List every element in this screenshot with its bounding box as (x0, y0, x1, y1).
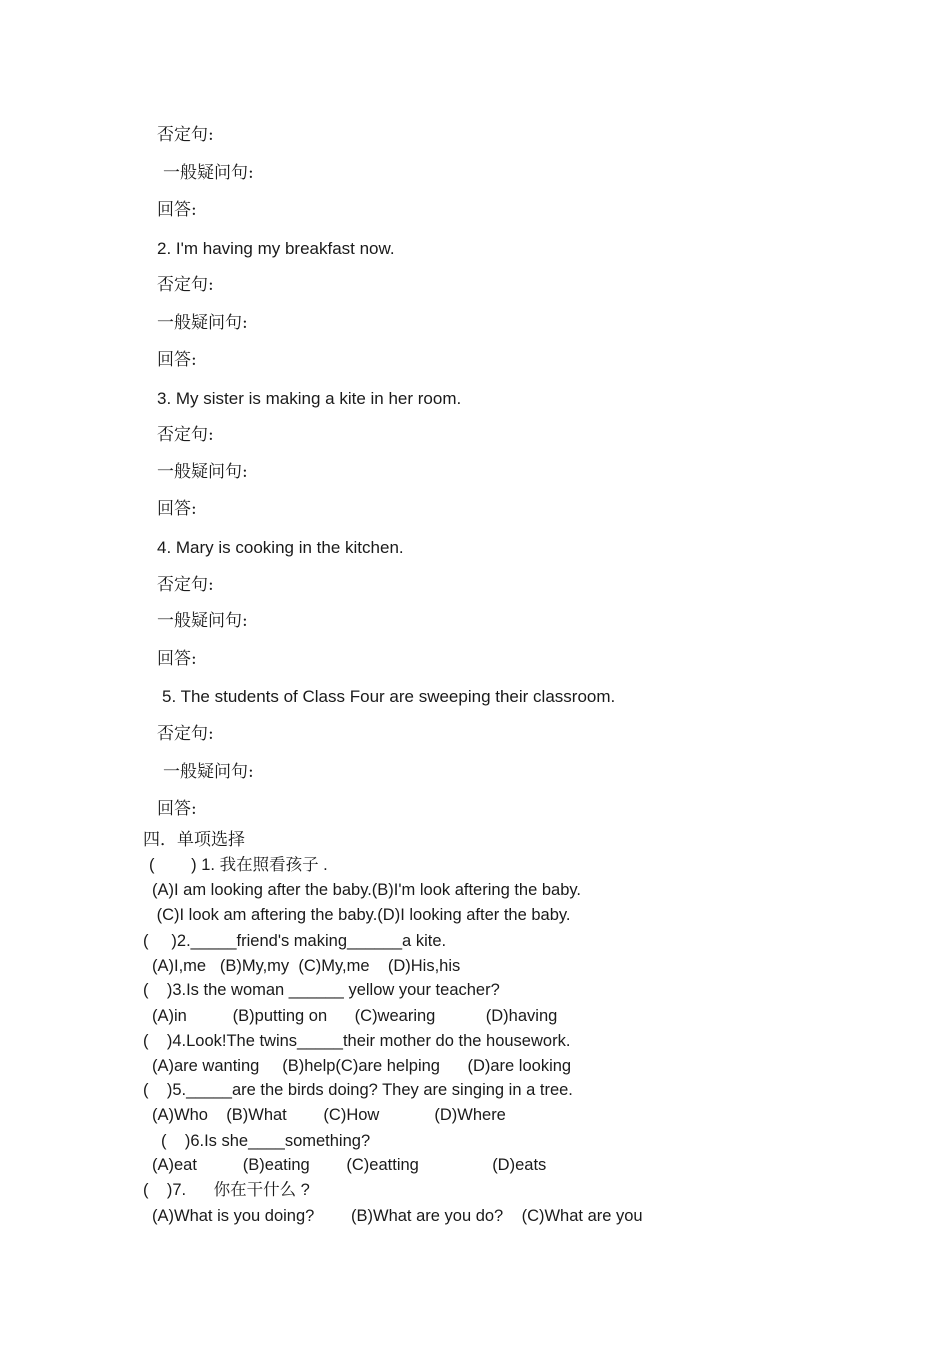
negative-label-4: 否定句: (157, 575, 214, 595)
question-2-stem: ( )2._____friend's making______a kite. (143, 932, 447, 950)
question-3-options: (A)in (B)putting on (C)wearing (D)having (152, 1007, 558, 1025)
answer-label-5: 回答: (157, 799, 197, 819)
answer-label-2: 回答: (157, 350, 197, 370)
question-3-stem: ( )3.Is the woman ______ yellow your teacher? (143, 981, 500, 999)
question-1-options-a: (A)I am looking after the baby.(B)I'm look aftering the baby. (152, 881, 581, 899)
question-1-stem: ( ) 1. 我在照看孩子 . (149, 856, 328, 874)
sentence-5: 5. The students of Class Four are sweeping their classroom. (162, 687, 616, 706)
question-4-stem: ( )4.Look!The twins_____their mother do the housework. (143, 1032, 571, 1050)
question-6-options: (A)eat (B)eating (C)eatting (D)eats (152, 1156, 547, 1174)
negative-label-5: 否定句: (157, 724, 214, 744)
sentence-2: 2. I'm having my breakfast now. (157, 239, 395, 258)
question-4-options: (A)are wanting (B)help(C)are helping (D)are looking (152, 1057, 572, 1075)
question-1-options-b: (C)I look am aftering the baby.(D)I looking after the baby. (152, 906, 571, 924)
section-heading: 四．单项选择 (143, 830, 245, 850)
question-5-options: (A)Who (B)What (C)How (D)Where (152, 1106, 506, 1124)
question-2-options: (A)I,me (B)My,my (C)My,me (D)His,his (152, 957, 461, 975)
question-label-4: 一般疑问句: (157, 611, 248, 631)
question-6-stem: ( )6.Is she____something? (161, 1132, 371, 1150)
question-label-2: 一般疑问句: (157, 313, 248, 333)
sentence-3: 3. My sister is making a kite in her room. (157, 389, 462, 408)
question-label-5: 一般疑问句: (163, 762, 254, 782)
answer-label-4: 回答: (157, 649, 197, 669)
sentence-4: 4. Mary is cooking in the kitchen. (157, 538, 404, 557)
question-label-1: 一般疑问句: (163, 163, 254, 183)
question-label-3: 一般疑问句: (157, 462, 248, 482)
answer-label-1: 回答: (157, 200, 197, 220)
answer-label-3: 回答: (157, 499, 197, 519)
question-7-options: (A)What is you doing? (B)What are you do? (C)What are you (152, 1207, 643, 1225)
question-7-stem: ( )7. 你在干什么 ? (143, 1181, 310, 1199)
negative-label-1: 否定句: (157, 125, 214, 145)
negative-label-3: 否定句: (157, 425, 214, 445)
negative-label-2: 否定句: (157, 275, 214, 295)
question-5-stem: ( )5._____are the birds doing? They are singing in a tree. (143, 1081, 573, 1099)
